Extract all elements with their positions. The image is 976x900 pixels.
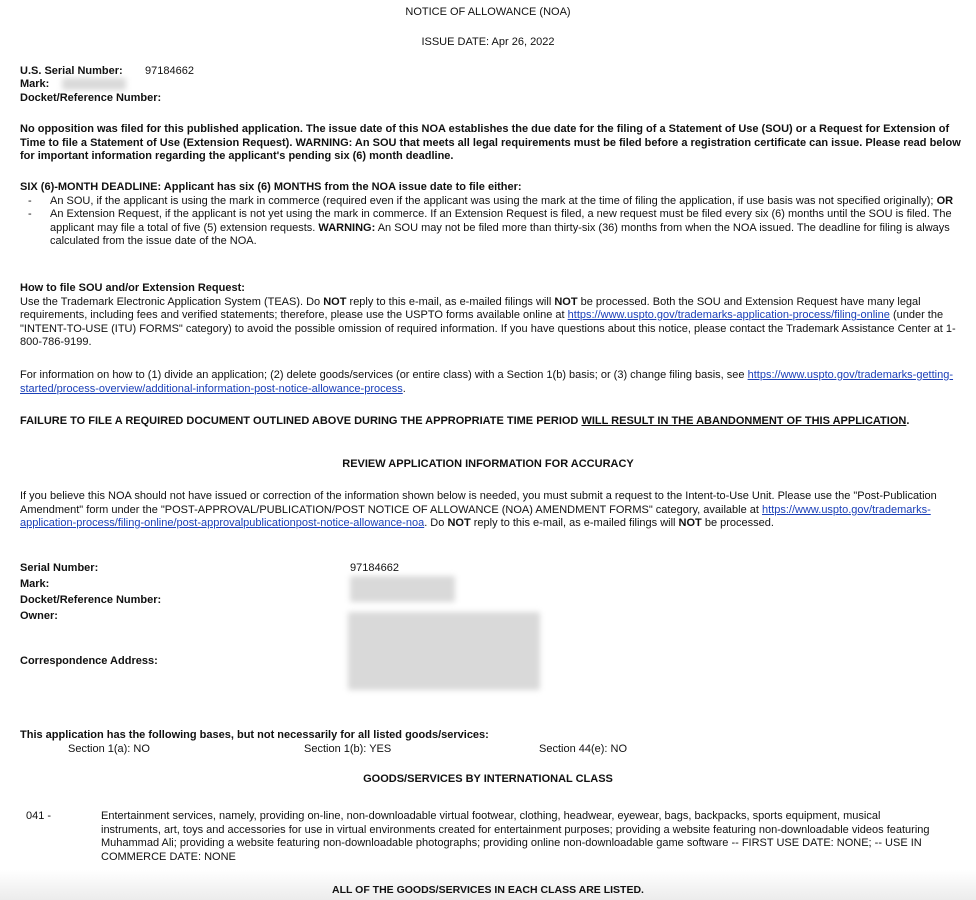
redacted-owner-address — [348, 612, 540, 690]
howto-heading: How to file SOU and/or Extension Request: — [20, 282, 245, 294]
owner-label: Owner: — [20, 610, 58, 622]
docket-label: Docket/Reference Number: — [20, 92, 162, 104]
deadline-bullet — [20, 195, 962, 209]
redacted-mark-detail — [350, 576, 455, 602]
bullet-text-end: An SOU may not be filed more than thirty-six (36) months from when the NOA issued. The deadline for filing is always calculated from the issue date of the NOA. — [50, 221, 950, 247]
post-approval-link[interactable]: https://www.uspto.gov/trademarks-application-process/filing-online/post-approvalpublicationpost-notice-allowance-noa — [20, 503, 931, 529]
howto-paragraph — [20, 296, 962, 350]
failure-text: FAILURE TO FILE A REQUIRED DOCUMENT OUTLINED ABOVE DURING THE APPROPRIATE TIME PERIOD — [20, 415, 579, 427]
not-emphasis: NOT — [323, 295, 347, 308]
howto-text: (under the "INTENT-TO-USE (ITU) FORMS" category) to avoid the possible omission of required information. If you have questions about this notice, please contact the Trademark Assistance Center at 1-800-786-9199. — [20, 309, 956, 348]
intro-paragraph: No opposition was filed for this published application. The issue date of this NOA establishes the due date for the filing of a Statement of Use (SOU) or a Request for Extension of Time to file a Statement of Use (Extension Request). WARNING: An SOU that meets all legal requirements must be filed before a registration certificate can issue. Please read below for important information regarding the applicant's pending six (6) month deadline. — [20, 123, 961, 162]
bases-heading: This application has the following bases, but not necessarily for all listed goods/services: — [20, 729, 489, 741]
not-emphasis: NOT — [678, 517, 702, 529]
us-serial-value: 97184662 — [145, 65, 194, 77]
failure-warning — [20, 415, 962, 429]
basis-item: Section 1(a): NO — [68, 743, 150, 755]
goods-heading: GOODS/SERVICES BY INTERNATIONAL CLASS — [363, 773, 613, 785]
bullet-dash: - — [28, 208, 32, 220]
howto-text: reply to this e-mail, as e-mailed filings will — [349, 295, 552, 308]
review-text: be processed. — [704, 517, 774, 529]
serial-label: Serial Number: — [20, 562, 99, 574]
basis-item: Section 44(e): NO — [539, 743, 628, 755]
bullet-bold: OR — [936, 194, 954, 207]
goods-footer: ALL OF THE GOODS/SERVICES IN EACH CLASS ARE LISTED. — [332, 884, 644, 896]
review-heading: REVIEW APPLICATION INFORMATION FOR ACCURACY — [342, 458, 634, 470]
bullet-text: An Extension Request, if the applicant is not yet using the mark in commerce. If an Extension Request is filed, a new request must be filed every six (6) months until the SOU is filed. The applicant may file a total of five (5) extension requests. — [50, 208, 952, 234]
info-end: . — [402, 382, 406, 395]
review-text: . Do — [424, 517, 445, 529]
issue-date: ISSUE DATE: Apr 26, 2022 — [421, 36, 555, 48]
failure-end: . — [906, 415, 910, 427]
basis-item: Section 1(b): YES — [304, 743, 392, 755]
review-text: reply to this e-mail, as e-mailed filings will — [473, 517, 676, 529]
not-emphasis: NOT — [447, 517, 471, 529]
info-paragraph — [20, 369, 962, 396]
correspondence-label: Correspondence Address: — [20, 655, 158, 667]
class-code: 041 - — [26, 810, 52, 822]
us-serial-label: U.S. Serial Number: — [20, 65, 123, 77]
howto-text: be processed. Both the SOU and Extension Request have many legal requirements, including fees and verified statements; therefore, please use the USPTO forms available online at — [20, 295, 921, 321]
bullet-bold: WARNING: — [318, 221, 376, 234]
details-mark-label: Mark: — [20, 578, 50, 590]
not-emphasis: NOT — [554, 295, 578, 308]
bullet-dash: - — [28, 194, 32, 207]
review-text: If you believe this NOA should not have issued or correction of the information shown below is needed, you must submit a request to the Intent-to-Use Unit. Please use the "Post-Publication Amendment" form under the "POST-APPROVAL/PUBLICATION/POST NOTICE OF ALLOWANCE (NOA) AMENDMENT FORMS" category, available at — [20, 490, 937, 516]
deadline-section — [20, 181, 962, 249]
redacted-mark — [62, 78, 126, 90]
goods-description: Entertainment services, namely, providing on-line, non-downloadable virtual footwear, clothing, headwear, eyewear, bags, backpacks, sports equipment, musical instruments, art, toys and accessories for use in virtual environments created for entertainment purposes; providing a website featuring non-downloadable videos featuring Muhammad Ali; providing a website featuring non-downloadable photographs; providing online non-downloadable game software -- FIRST USE DATE: NONE; -- USE IN COMMERCE DATE: NONE — [101, 810, 930, 863]
abandonment-text: WILL RESULT IN THE ABANDONMENT OF THIS APPLICATION — [581, 415, 907, 427]
deadline-bullet — [20, 208, 962, 249]
filing-online-link[interactable]: https://www.uspto.gov/trademarks-application-process/filing-online — [567, 309, 890, 321]
details-docket-label: Docket/Reference Number: — [20, 594, 162, 606]
deadline-heading: SIX (6)-MONTH DEADLINE: Applicant has six (6) MONTHS from the NOA issue date to file either: — [20, 181, 522, 193]
howto-section — [20, 282, 962, 350]
page-title: NOTICE OF ALLOWANCE (NOA) — [405, 6, 571, 18]
bullet-text: An SOU, if the applicant is using the mark in commerce (required even if the applicant was using the mark at the time of filing the application, if use basis was not specified originally); — [50, 194, 934, 207]
mark-label: Mark: — [20, 78, 50, 90]
post-allowance-link[interactable]: https://www.uspto.gov/trademarks-getting-started/process-overview/additional-information-post-notice-allowance-process — [20, 369, 954, 395]
serial-value: 97184662 — [350, 562, 399, 574]
review-paragraph — [20, 490, 962, 531]
info-text: For information on how to (1) divide an application; (2) delete goods/services (or entire class) with a Section 1(b) basis; or (3) change filing basis, see — [20, 369, 745, 381]
howto-text: Use the Trademark Electronic Application System (TEAS). Do — [20, 295, 321, 308]
